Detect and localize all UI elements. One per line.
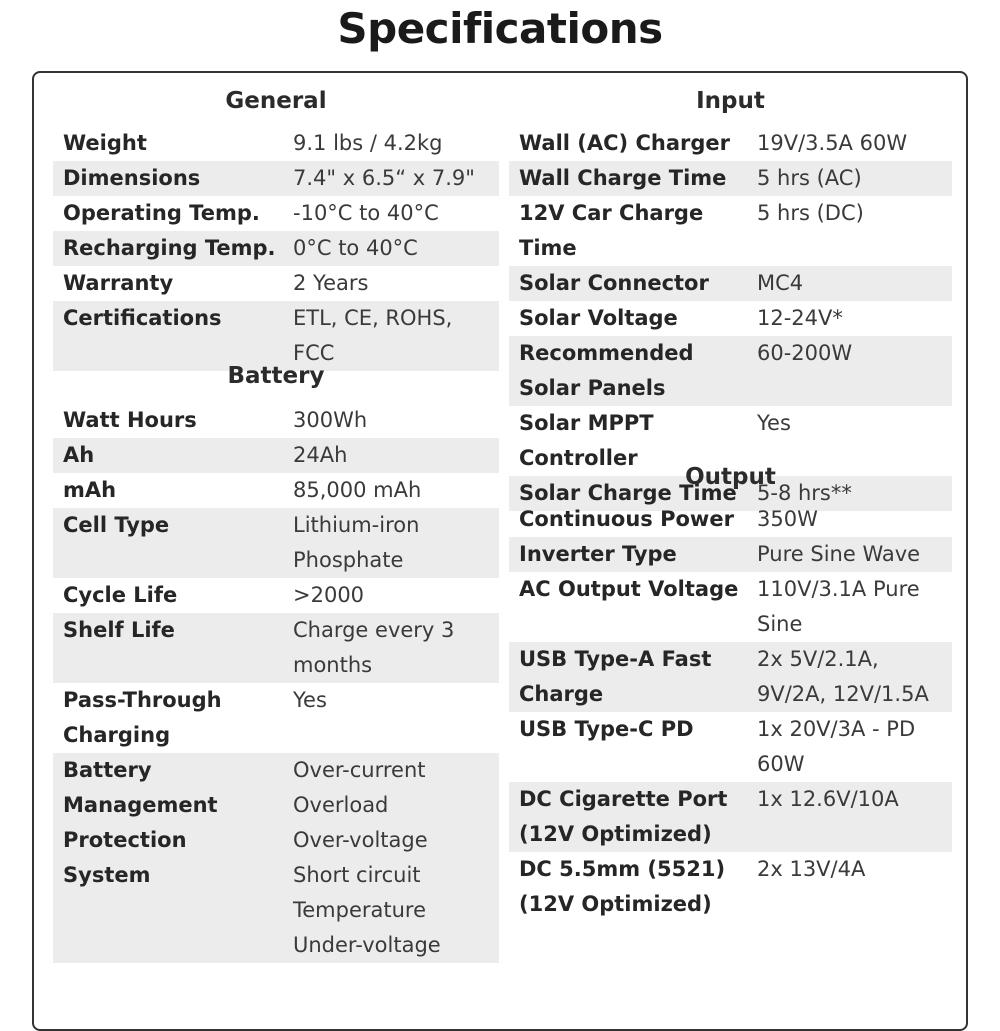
spec-label: Recommended Solar Panels xyxy=(519,341,694,400)
battery-heading: Battery xyxy=(227,363,325,389)
spec-value: -10°C to 40°C xyxy=(293,201,439,225)
spec-label: 12V Car Charge Time xyxy=(519,201,704,260)
spec-label: USB Type-A Fast Charge xyxy=(519,647,712,706)
table-row xyxy=(53,161,499,196)
page-title: Specifications xyxy=(337,4,663,53)
table-row xyxy=(509,502,952,537)
table-row xyxy=(53,753,499,963)
spec-value: Lithium-iron Phosphate xyxy=(293,513,420,572)
spec-label: mAh xyxy=(63,478,117,502)
spec-value: Pure Sine Wave xyxy=(757,542,921,566)
spec-label: Shelf Life xyxy=(63,618,175,642)
spec-value: 9.1 lbs / 4.2kg xyxy=(293,131,443,155)
spec-value: Over-current Overload Over-voltage Short circuit Temperature Under-voltage xyxy=(293,758,441,957)
table-row xyxy=(53,578,499,613)
table-row xyxy=(53,508,499,578)
table-row xyxy=(53,126,499,161)
spec-value: >2000 xyxy=(293,583,365,607)
spec-label: Solar Connector xyxy=(519,271,709,295)
table-row xyxy=(53,613,499,683)
spec-value: 5-8 hrs** xyxy=(757,481,852,505)
spec-label: Cell Type xyxy=(63,513,170,537)
spec-label: Warranty xyxy=(63,271,174,295)
spec-label: Recharging Temp. xyxy=(63,236,276,260)
output-table xyxy=(509,502,952,922)
spec-label: Weight xyxy=(63,131,147,155)
table-row xyxy=(509,126,952,161)
spec-label: Ah xyxy=(63,443,95,467)
spec-label: Wall Charge Time xyxy=(519,166,727,190)
spec-value: 60-200W xyxy=(757,341,853,365)
specifications-card xyxy=(32,71,968,1031)
spec-label: Solar MPPT Controller xyxy=(519,411,654,470)
table-row xyxy=(509,642,952,712)
spec-value: 1x 12.6V/10A xyxy=(757,787,899,811)
input-table xyxy=(509,126,952,511)
table-row xyxy=(509,852,952,922)
spec-value: 350W xyxy=(757,507,818,531)
spec-label: Solar Charge Time xyxy=(519,481,737,505)
spec-value: 300Wh xyxy=(293,408,368,432)
spec-label: Wall (AC) Charger xyxy=(519,131,730,155)
table-row xyxy=(53,683,499,753)
table-row xyxy=(53,403,499,438)
table-row xyxy=(509,161,952,196)
spec-value: ETL, CE, ROHS, FCC xyxy=(293,306,453,365)
spec-value: 19V/3.5A 60W xyxy=(757,131,908,155)
spec-label: Continuous Power xyxy=(519,507,734,531)
spec-label: Inverter Type xyxy=(519,542,677,566)
general-heading: General xyxy=(225,88,327,114)
input-heading: Input xyxy=(696,88,765,114)
table-row xyxy=(509,196,952,266)
output-heading: Output xyxy=(685,464,776,490)
table-row xyxy=(509,712,952,782)
spec-label: Solar Voltage xyxy=(519,306,678,330)
spec-value: Yes xyxy=(293,688,327,712)
spec-value: 7.4" x 6.5“ x 7.9" xyxy=(293,166,475,190)
spec-label: DC 5.5mm (5521) (12V Optimized) xyxy=(519,857,726,916)
spec-label: DC Cigarette Port (12V Optimized) xyxy=(519,787,728,846)
spec-value: 2x 13V/4A xyxy=(757,857,866,881)
spec-label: Pass-Through Charging xyxy=(63,688,222,747)
battery-table xyxy=(53,403,499,963)
spec-label: Watt Hours xyxy=(63,408,197,432)
spec-label: Certifications xyxy=(63,306,222,330)
table-row xyxy=(509,301,952,336)
spec-value: Yes xyxy=(757,411,791,435)
spec-value: 110V/3.1A Pure Sine xyxy=(757,577,920,636)
spec-value: Charge every 3 months xyxy=(293,618,455,677)
table-row xyxy=(509,336,952,406)
spec-label: Battery Management Protection System xyxy=(63,758,218,887)
spec-value: 2x 5V/2.1A, 9V/2A, 12V/1.5A xyxy=(757,647,929,706)
table-row xyxy=(509,266,952,301)
spec-value: 0°C to 40°C xyxy=(293,236,418,260)
table-row xyxy=(53,231,499,266)
table-row xyxy=(53,473,499,508)
spec-label: USB Type-C PD xyxy=(519,717,694,741)
spec-value: 2 Years xyxy=(293,271,369,295)
table-row xyxy=(509,572,952,642)
spec-label: Cycle Life xyxy=(63,583,178,607)
spec-value: 12-24V* xyxy=(757,306,843,330)
spec-label: Operating Temp. xyxy=(63,201,260,225)
spec-value: MC4 xyxy=(757,271,804,295)
spec-value: 5 hrs (AC) xyxy=(757,166,862,190)
spec-label: AC Output Voltage xyxy=(519,577,739,601)
table-row xyxy=(53,196,499,231)
table-row xyxy=(53,266,499,301)
spec-value: 5 hrs (DC) xyxy=(757,201,864,225)
general-table xyxy=(53,126,499,371)
spec-value: 24Ah xyxy=(293,443,348,467)
table-row xyxy=(53,438,499,473)
table-row xyxy=(509,782,952,852)
spec-label: Dimensions xyxy=(63,166,201,190)
spec-value: 1x 20V/3A - PD 60W xyxy=(757,717,916,776)
spec-value: 85,000 mAh xyxy=(293,478,422,502)
table-row xyxy=(509,537,952,572)
